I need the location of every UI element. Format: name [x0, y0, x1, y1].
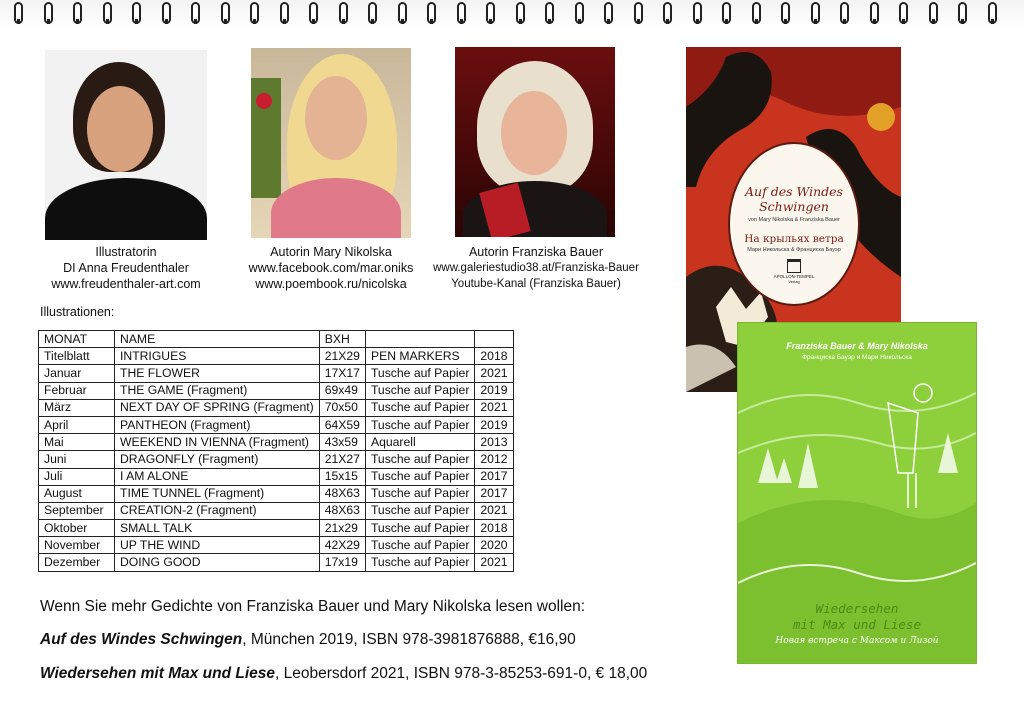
cell-technique: Tusche auf Papier: [365, 502, 474, 519]
cell-technique: Aquarell: [365, 434, 474, 451]
spiral-ring-icon: [663, 2, 672, 24]
cell-technique: Tusche auf Papier: [365, 416, 474, 433]
cell-year: 2021: [475, 554, 513, 571]
table-row: [39, 451, 514, 468]
cell-year: 2019: [475, 416, 513, 433]
cell-month: Dezember: [39, 554, 115, 571]
cell-technique: Tusche auf Papier: [365, 520, 474, 537]
table-row: [39, 554, 514, 571]
table-row: [39, 468, 514, 485]
spiral-ring-icon: [73, 2, 82, 24]
caption-line: Illustratorin: [95, 245, 157, 259]
cell-year: 2017: [475, 485, 513, 502]
cell-size: 69x49: [319, 382, 365, 399]
spiral-ring-icon: [634, 2, 643, 24]
spiral-ring-icon: [250, 2, 259, 24]
table-row: [39, 485, 514, 502]
spiral-ring-icon: [486, 2, 495, 24]
cell-name: THE FLOWER: [115, 365, 320, 382]
cover1-title-oval: [728, 142, 860, 306]
spiral-ring-icon: [752, 2, 761, 24]
spiral-ring-icon: [516, 2, 525, 24]
cell-year: 2021: [475, 502, 513, 519]
cell-name: TIME TUNNEL (Fragment): [115, 485, 320, 502]
book-cover-wiedersehen-mit-max-und-liese: [737, 322, 977, 664]
cell-size: 48X63: [319, 502, 365, 519]
cell-year: 2020: [475, 537, 513, 554]
cover1-ru-authors: Мари Никольска & Франциска Бауэр: [747, 247, 841, 253]
caption-line: DI Anna Freudenthaler: [63, 261, 189, 275]
cell-name: THE GAME (Fragment): [115, 382, 320, 399]
cell-technique: Tusche auf Papier: [365, 554, 474, 571]
cell-size: 70x50: [319, 399, 365, 416]
spiral-ring-icon: [457, 2, 466, 24]
table-row: [39, 365, 514, 382]
cover1-authors: von Mary Nikolska & Franziska Bauer: [748, 217, 840, 223]
cell-month: November: [39, 537, 115, 554]
caption-line: www.facebook.com/mar.oniks: [248, 261, 414, 275]
spiral-ring-icon: [693, 2, 702, 24]
spiral-ring-icon: [339, 2, 348, 24]
cell-technique: Tusche auf Papier: [365, 485, 474, 502]
cell-month: Mai: [39, 434, 115, 451]
cell-name: UP THE WIND: [115, 537, 320, 554]
cell-size: 21X27: [319, 451, 365, 468]
cell-month: August: [39, 485, 115, 502]
caption-line: www.poembook.ru/nicolska: [255, 277, 407, 291]
cell-month: Februar: [39, 382, 115, 399]
header-cell-year: [475, 331, 513, 348]
spiral-ring-icon: [604, 2, 613, 24]
cover2-ru-authors: Франциска Бауэр и Мари Никольска: [802, 354, 912, 361]
portrait-photo-illustrator: [45, 50, 207, 240]
cell-size: 17x19: [319, 554, 365, 571]
illustrations-label: Illustrationen:: [40, 305, 115, 319]
cell-technique: Tusche auf Papier: [365, 382, 474, 399]
caption-line: www.freudenthaler-art.com: [51, 277, 201, 291]
cell-name: NEXT DAY OF SPRING (Fragment): [115, 399, 320, 416]
illustrations-table: [38, 330, 514, 572]
spiral-ring-icon: [899, 2, 908, 24]
table-row: [39, 434, 514, 451]
book-details: , München 2019, ISBN 978-3981876888, €16,90: [242, 631, 576, 648]
cover1-title-line1: Auf des Windes: [745, 184, 843, 199]
book-details: , Leobersdorf 2021, ISBN 978-3-85253-691-0, € 18,00: [275, 665, 648, 682]
cell-size: 48X63: [319, 485, 365, 502]
spiral-ring-icon: [427, 2, 436, 24]
spiral-ring-icon: [781, 2, 790, 24]
caption-illustrator: [40, 244, 212, 292]
spiral-ring-icon: [988, 2, 997, 24]
caption-line: Youtube-Kanal (Franziska Bauer): [451, 278, 621, 290]
cell-month: April: [39, 416, 115, 433]
cover2-title-line1: Wiedersehen: [815, 601, 899, 616]
cell-size: 21x29: [319, 520, 365, 537]
caption-franziska-bauer: [432, 244, 640, 292]
cell-year: 2018: [475, 348, 513, 365]
cell-year: 2013: [475, 434, 513, 451]
spiral-ring-icon: [870, 2, 879, 24]
book-1: [40, 631, 576, 649]
cover2-authors: Franziska Bauer & Mary Nikolska: [786, 341, 928, 351]
table-row: [39, 348, 514, 365]
cell-technique: Tusche auf Papier: [365, 365, 474, 382]
cell-technique: Tusche auf Papier: [365, 537, 474, 554]
spiral-ring-icon: [398, 2, 407, 24]
header-cell-technique: [365, 331, 474, 348]
spiral-ring-icon: [309, 2, 318, 24]
spiral-ring-icon: [722, 2, 731, 24]
table-row: [39, 537, 514, 554]
books-intro: Wenn Sie mehr Gedichte von Franziska Bauer und Mary Nikolska lesen wollen:: [40, 598, 586, 615]
table-row: [39, 416, 514, 433]
spiral-ring-icon: [840, 2, 849, 24]
cover1-publisher-sub: Verlag: [788, 279, 800, 284]
cell-size: 15x15: [319, 468, 365, 485]
header-cell-size: BXH: [319, 331, 365, 348]
table-row: [39, 502, 514, 519]
cover1-title-line2: Schwingen: [759, 199, 829, 214]
cell-year: 2021: [475, 399, 513, 416]
header-cell-name: NAME: [115, 331, 320, 348]
cell-technique: Tusche auf Papier: [365, 399, 474, 416]
portrait-photo-mary-nikolska: [251, 48, 411, 238]
caption-mary-nikolska: [236, 244, 426, 292]
spiral-ring-icon: [132, 2, 141, 24]
cover1-ru-title: На крыльях ветра: [744, 233, 844, 245]
cell-size: 42X29: [319, 537, 365, 554]
spiral-ring-icon: [191, 2, 200, 24]
caption-line: Autorin Mary Nikolska: [270, 245, 392, 259]
cell-technique: Tusche auf Papier: [365, 468, 474, 485]
cell-month: Oktober: [39, 520, 115, 537]
book-title: Wiedersehen mit Max und Liese: [40, 665, 276, 682]
cell-name: INTRIGUES: [115, 348, 320, 365]
spiral-ring-icon: [280, 2, 289, 24]
spiral-ring-icon: [103, 2, 112, 24]
cell-technique: Tusche auf Papier: [365, 451, 474, 468]
cell-year: 2021: [475, 365, 513, 382]
cell-size: 17X17: [319, 365, 365, 382]
cell-name: I AM ALONE: [115, 468, 320, 485]
publisher-logo-icon: [787, 259, 801, 273]
cell-year: 2012: [475, 451, 513, 468]
spiral-ring-icon: [368, 2, 377, 24]
spiral-ring-icon: [162, 2, 171, 24]
cell-year: 2018: [475, 520, 513, 537]
spiral-ring-icon: [575, 2, 584, 24]
cell-size: 43x59: [319, 434, 365, 451]
cell-month: September: [39, 502, 115, 519]
cell-name: DRAGONFLY (Fragment): [115, 451, 320, 468]
cell-name: PANTHEON (Fragment): [115, 416, 320, 433]
illustrations-table-body: [39, 331, 514, 572]
cell-technique: PEN MARKERS: [365, 348, 474, 365]
cover1-publisher: APOLLON-TEMPEL: [773, 274, 815, 279]
cell-size: 21X29: [319, 348, 365, 365]
cell-month: Titelblatt: [39, 348, 115, 365]
table-row: [39, 382, 514, 399]
spiral-ring-icon: [929, 2, 938, 24]
cell-name: CREATION-2 (Fragment): [115, 502, 320, 519]
cell-month: März: [39, 399, 115, 416]
cell-year: 2017: [475, 468, 513, 485]
cell-name: DOING GOOD: [115, 554, 320, 571]
spiral-ring-icon: [221, 2, 230, 24]
cell-name: SMALL TALK: [115, 520, 320, 537]
table-row: [39, 520, 514, 537]
caption-line: www.galeriestudio38.at/Franziska-Bauer: [433, 262, 639, 274]
spiral-ring-icon: [44, 2, 53, 24]
portrait-photo-franziska-bauer: [455, 47, 615, 237]
spiral-binding: [0, 0, 1024, 30]
book-title: Auf des Windes Schwingen: [40, 631, 243, 648]
spiral-ring-icon: [545, 2, 554, 24]
spiral-ring-icon: [14, 2, 23, 24]
cell-name: WEEKEND IN VIENNA (Fragment): [115, 434, 320, 451]
caption-line: Autorin Franziska Bauer: [468, 245, 604, 259]
cell-month: Januar: [39, 365, 115, 382]
header-cell-month: MONAT: [39, 331, 115, 348]
cell-size: 64X59: [319, 416, 365, 433]
cell-year: 2019: [475, 382, 513, 399]
table-header-row: [39, 331, 514, 348]
cover2-ru-title: Новая встреча с Максом и Лизой: [775, 636, 939, 646]
spiral-ring-icon: [958, 2, 967, 24]
cell-month: Juli: [39, 468, 115, 485]
spiral-ring-icon: [811, 2, 820, 24]
cell-month: Juni: [39, 451, 115, 468]
table-row: [39, 399, 514, 416]
cover2-title-line2: mit Max und Liese: [793, 617, 921, 632]
book-2: [40, 665, 647, 683]
